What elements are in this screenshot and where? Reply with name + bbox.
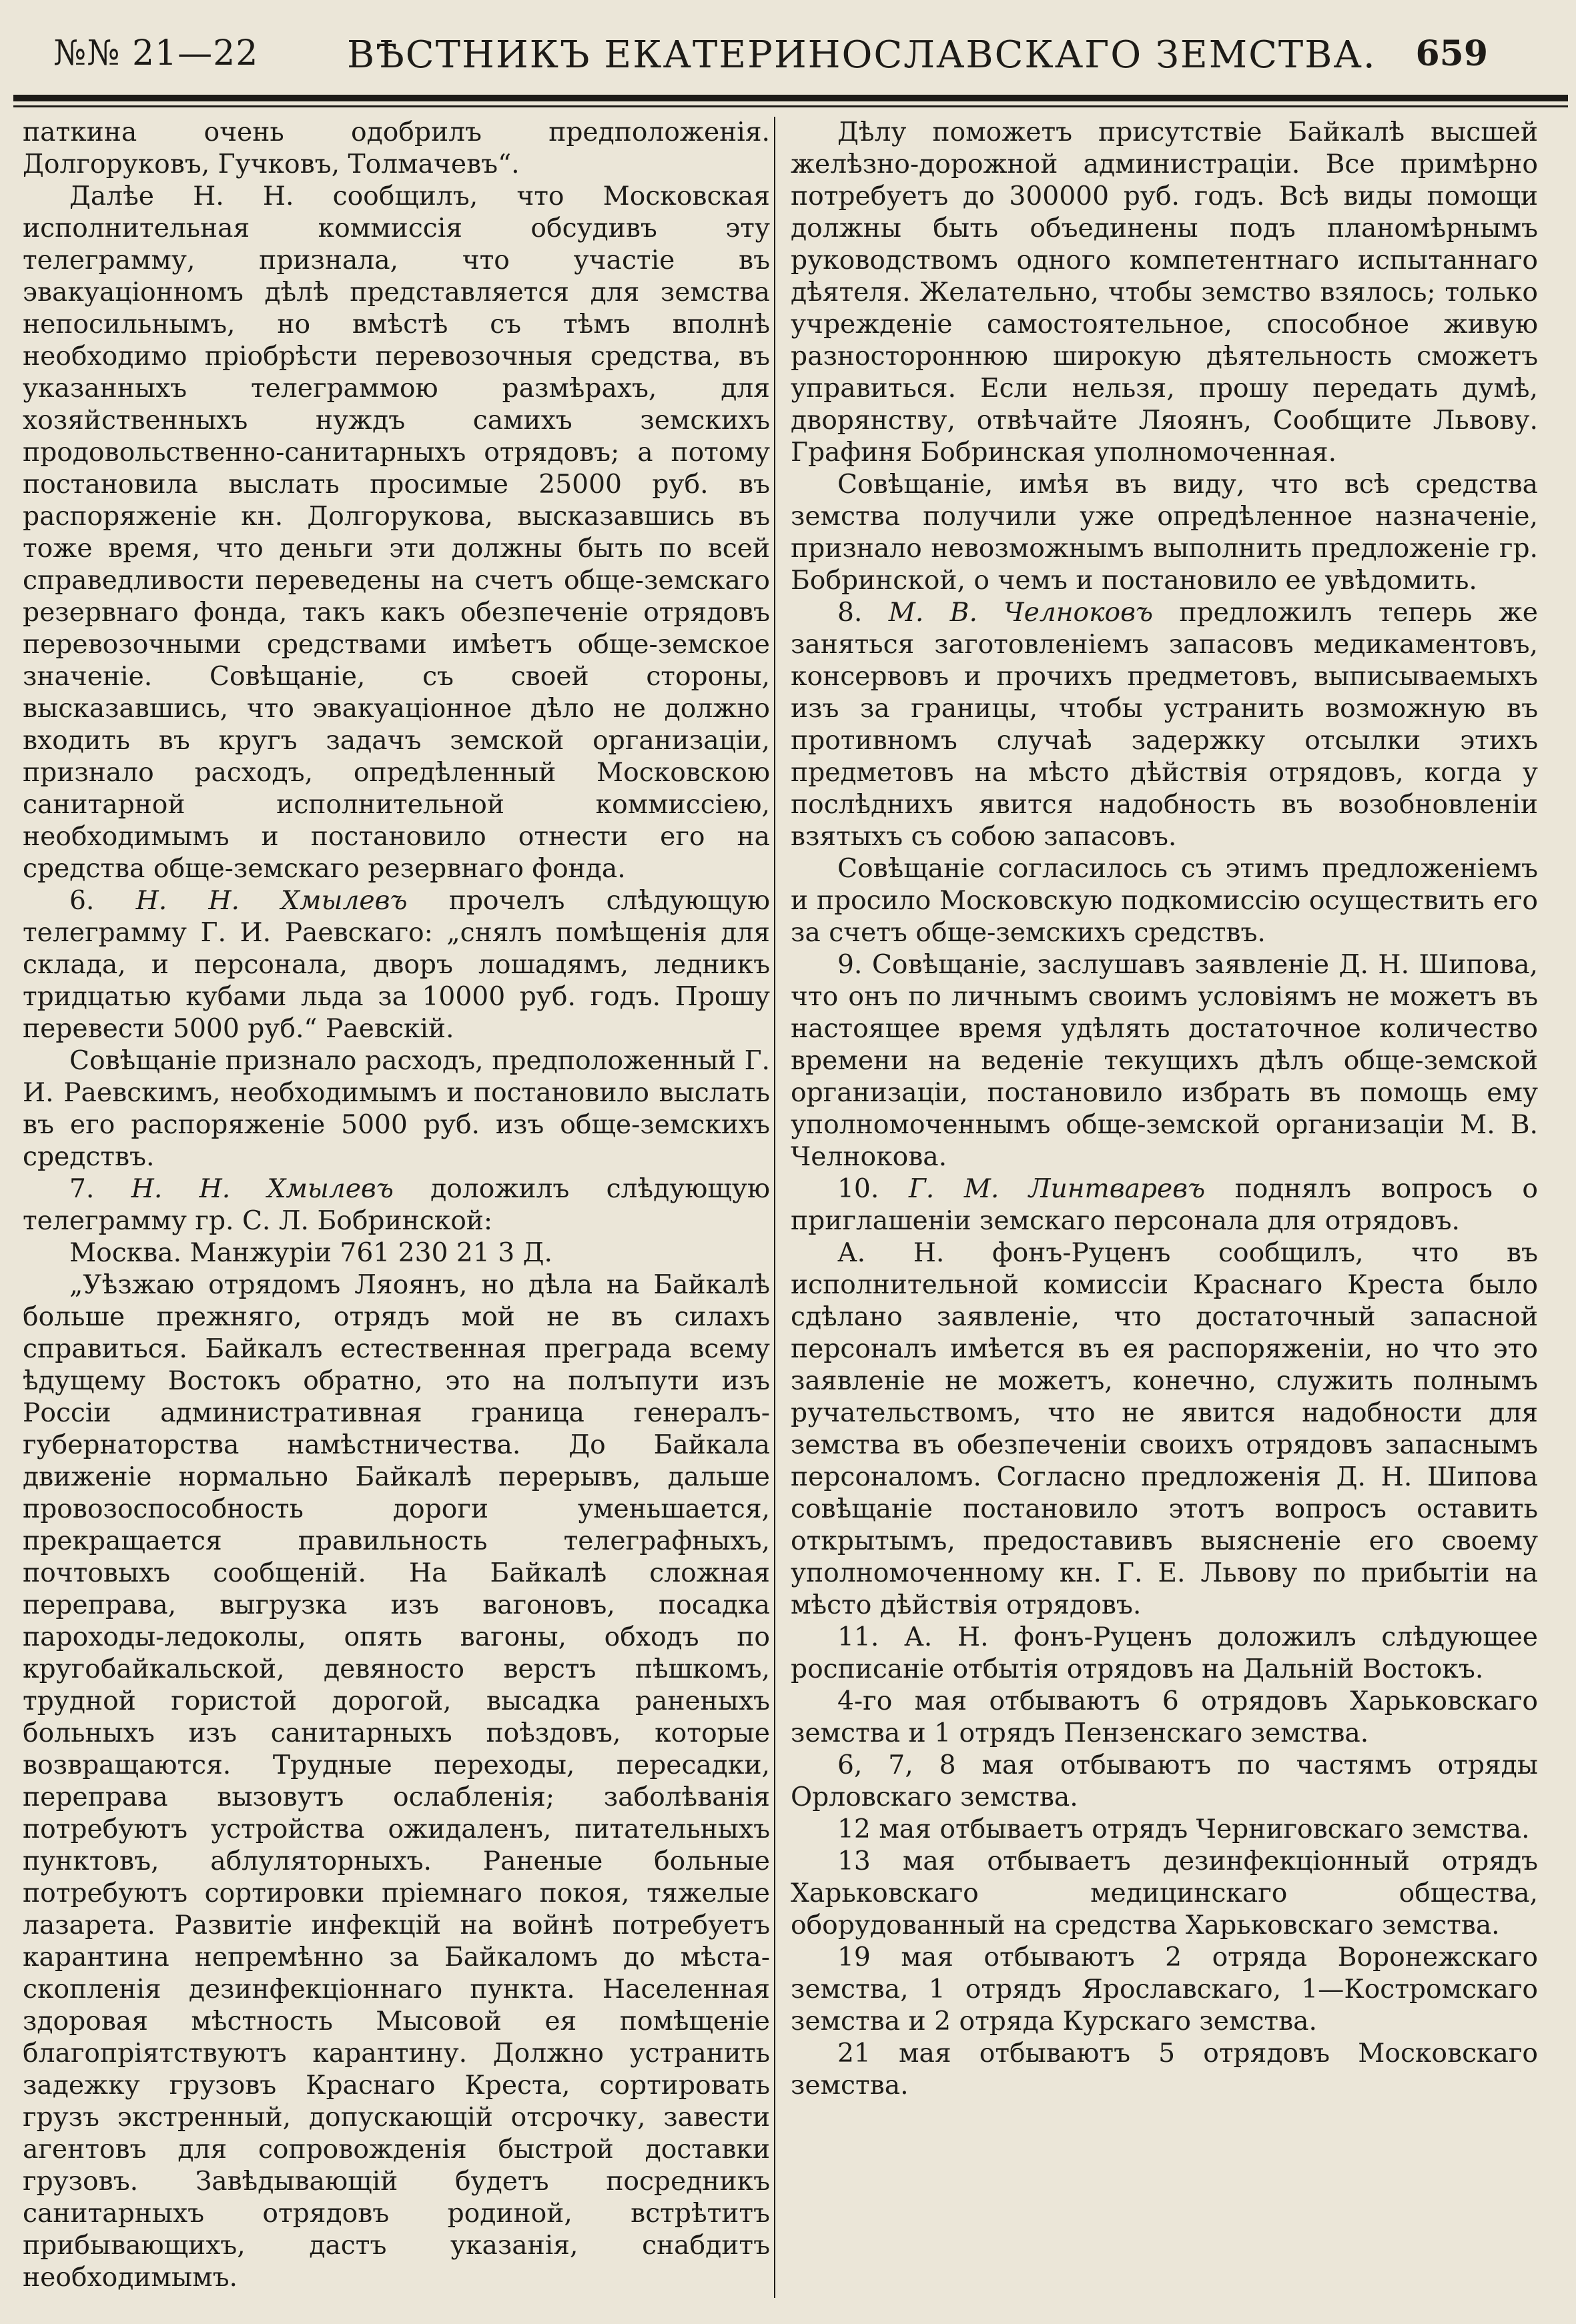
telegram-header: Москва. Манжуріи 761 230 21 3 Д. [69,1238,552,1268]
schedule-item: 6, 7, 8 мая отбываютъ по частямъ отряды Орловскаго земства. [791,1750,1538,1812]
paragraph: Совѣщаніе, имѣя въ виду, что всѣ средства земства получили уже опредѣленное назначеніе, признало невозможнымъ выполнить предложеніе гр. Бобринской, о чемъ и постановило ее увѣдомить. [791,470,1538,596]
column-divider [774,117,775,2298]
schedule-item: 12 мая отбываетъ отрядъ Черниговскаго земства. [837,1814,1530,1844]
speaker-name: М. В. Челноковъ [888,598,1154,628]
paragraph: Совѣщаніе согласилось съ этимъ предложеніемъ и просило Московскую подкомиссію осуществить его за счетъ обще-земскихъ средствъ. [791,854,1538,948]
paragraph: А. Н. фонъ-Руценъ сообщилъ, что въ исполнительной комиссіи Краснаго Креста было сдѣлано заявленіе, что достаточный запасной персоналъ имѣется въ ея распоряженіи, но что это заявленіе не можетъ, конечно, служить полнымъ ручательствомъ, что не явится надобности для земства въ обезпеченіи своихъ отрядовъ запаснымъ персоналомъ. Согласно предложенія Д. Н. Шипова совѣщаніе постановило этотъ вопросъ оставить открытымъ, предоставивъ выясненіе его своему уполномоченному кн. Г. Е. Львову по прибытіи на мѣсто дѣйствія отрядовъ. [791,1238,1538,1620]
paragraph: паткина очень одобрилъ предположенія. Долгоруковъ, Гучковъ, Толмачевъ“. [23,117,770,179]
item-number: 7. [69,1174,95,1204]
item-number: 8. [837,598,863,628]
paragraph: Дѣлу поможетъ присутствіе Байкалѣ высшей желѣзно-дорожной администраціи. Все примѣрно потребуетъ до 300000 руб. годъ. Всѣ виды помощи должны быть объединены подъ планомѣрнымъ руководствомъ одного компетентнаго испытаннаго дѣятеля. Желательно, чтобы земство взялось; только учрежденіе самостоятельное, способное живую разностороннюю широкую дѣятельность сможетъ управиться. Если нельзя, прошу передать думѣ, дворянству, отвѣчайте Ляоянъ, Сообщите Львову. Графиня Бобринская уполномоченная. [791,117,1538,468]
journal-title: ВѢСТНИКЪ ЕКАТЕРИНОСЛАВСКАГО ЗЕМСТВА. [347,33,1376,77]
speaker-name: Н. Н. Хмылевъ [131,1174,394,1204]
telegram-text: „Уѣзжаю отрядомъ Ляоянъ, но дѣла на Байкалѣ больше прежняго, отрядъ мой не въ силахъ справиться. Байкалъ естественная преграда всему ѣдущему Востокъ обратно, это на полъпути изъ Россіи административная граница генералъ-губернаторства намѣстничества. До Байкала движеніе нормально Байкалѣ перерывъ, дальше провозоспособность дороги уменьшается, прекращается правильность телеграфныхъ, почтовыхъ сообщеній. На Байкалѣ сложная переправа, выгрузка изъ вагоновъ, посадка пароходы-ледоколы, опять вагоны, обходъ по кругобайкальской, девяносто верстъ пѣшкомъ, трудной гористой дорогой, высадка раненыхъ больныхъ изъ санитарныхъ поѣздовъ, которые возвращаются. Трудные переходы, пересадки, переправа вызовутъ ослабленія; заболѣванія потребуютъ устройства ожидаленъ, питательныхъ пунктовъ, аблуляторныхъ. Раненые больные потребуютъ сортировки пріемнаго покоя, тяжелые лазарета. Развитіе инфекцій на войнѣ потребуетъ карантина непремѣнно за Байкаломъ до мѣста-скопленія дезинфекціоннаго пункта. Населенная здоровая мѣстность Мысовой ея помѣщеніе благопріятствуютъ карантину. Должно устранить задежку грузовъ Краснаго Креста, сортировать грузъ экстренный, допускающій отсрочку, завести агентовъ для сопровожденія быстрой доставки грузовъ. Завѣдывающій будетъ посредникъ санитарныхъ отрядовъ родиной, встрѣтитъ прибывающихъ, дастъ указанія, снабдитъ необходимымъ. [23,1270,770,2293]
right-column [791,117,1538,2298]
paragraph [791,597,1538,853]
paragraph [23,1173,770,1237]
issue-number: №№ 21—22 [53,33,259,73]
speaker-name: Г. М. Линтваревъ [908,1174,1206,1204]
paragraph-text: поднялъ вопросъ о приглашеніи земскаго персонала для отрядовъ. [791,1174,1538,1236]
schedule-item: 21 мая отбываютъ 5 отрядовъ Московскаго земства. [791,2039,1538,2101]
page-header [33,33,1528,80]
page-number: 659 [1415,33,1488,74]
item-number: 10. [837,1174,879,1204]
schedule-item: 4-го мая отбываютъ 6 отрядовъ Харьковскаго земства и 1 отрядъ Пензенскаго земства. [791,1686,1538,1748]
paragraph-text: предложилъ теперь же заняться заготовленіемъ запасовъ медикаментовъ, консервовъ и прочихъ предметовъ, выписываемыхъ изъ за границы, чтобы устранить возможную въ противномъ случаѣ задержку отсылки этихъ предметовъ на мѣсто дѣйствія отрядовъ, когда у послѣднихъ явится надобность въ возобновленіи взятыхъ съ собою запасовъ. [791,598,1538,852]
header-rule-thin [13,105,1568,107]
schedule-item: 13 мая отбываетъ дезинфекціонный отрядъ Харьковскаго медицинскаго общества, оборудованный на средства Харьковскаго земства. [791,1846,1538,1940]
paragraph-text: доложилъ слѣдующую телеграмму гр. С. Л. Бобринской: [23,1174,770,1236]
schedule-item: 19 мая отбываютъ 2 отряда Воронежскаго земства, 1 отрядъ Ярославскаго, 1—Костромскаго земства и 2 отряда Курскаго земства. [791,1942,1538,2037]
speaker-name: Н. Н. Хмылевъ [135,886,408,916]
left-column [23,117,770,2298]
paragraph [23,885,770,1045]
header-rule-thick [13,95,1568,101]
item-number: 6. [69,886,95,916]
paragraph: 11. А. Н. фонъ-Руценъ доложилъ слѣдующее росписаніе отбытія отрядовъ на Дальній Востокъ. [791,1622,1538,1684]
paragraph-text: прочелъ слѣдующую телеграмму Г. И. Раевскаго: „снялъ помѣщенія для склада, и персонала, дворъ лошадямъ, ледникъ тридцатью кубами льда за 10000 руб. годъ. Прошу перевести 5000 руб.“ Раевскій. [23,886,770,1044]
paragraph [791,1173,1538,1237]
paragraph: 9. Совѣщаніе, заслушавъ заявленіе Д. Н. Шипова, что онъ по личнымъ своимъ условіямъ не можетъ въ настоящее время удѣлять достаточное количество времени на веденіе текущихъ дѣлъ обще-земской организаціи, постановило избрать въ помощь ему уполномоченнымъ обще-земской организаціи М. В. Челнокова. [791,950,1538,1172]
paragraph: Совѣщаніе признало расходъ, предположенный Г. И. Раевскимъ, необходимымъ и постановило выслать въ его распоряженіе 5000 руб. изъ обще-земскихъ средствъ. [23,1046,770,1172]
paragraph: Далѣе Н. Н. сообщилъ, что Московская исполнительная коммиссія обсудивъ эту телеграмму, признала, что участіе въ эвакуаціонномъ дѣлѣ представляется для земства непосильнымъ, но вмѣстѣ съ тѣмъ вполнѣ необходимо пріобрѣсти перевозочныя средства, въ указанныхъ телеграммою размѣрахъ, для хозяйственныхъ нуждъ самихъ земскихъ продовольственно-санитарныхъ отрядовъ; а потому постановила выслать просимые 25000 руб. въ распоряженіе кн. Долгорукова, высказавшись въ тоже время, что деньги эти должны быть по всей справедливости переведены на счетъ обще-земскаго резервнаго фонда, такъ какъ обезпеченіе отрядовъ перевозочными средствами имѣетъ обще-земское значеніе. Совѣщаніе, съ своей стороны, высказавшись, что эвакуаціонное дѣло не должно входить въ кругъ задачъ земской организаціи, признало расходъ, опредѣленный Московскою санитарной исполнительной коммиссіею, необходимымъ и постановило отнести его на средства обще-земскаго резервнаго фонда. [23,181,770,884]
